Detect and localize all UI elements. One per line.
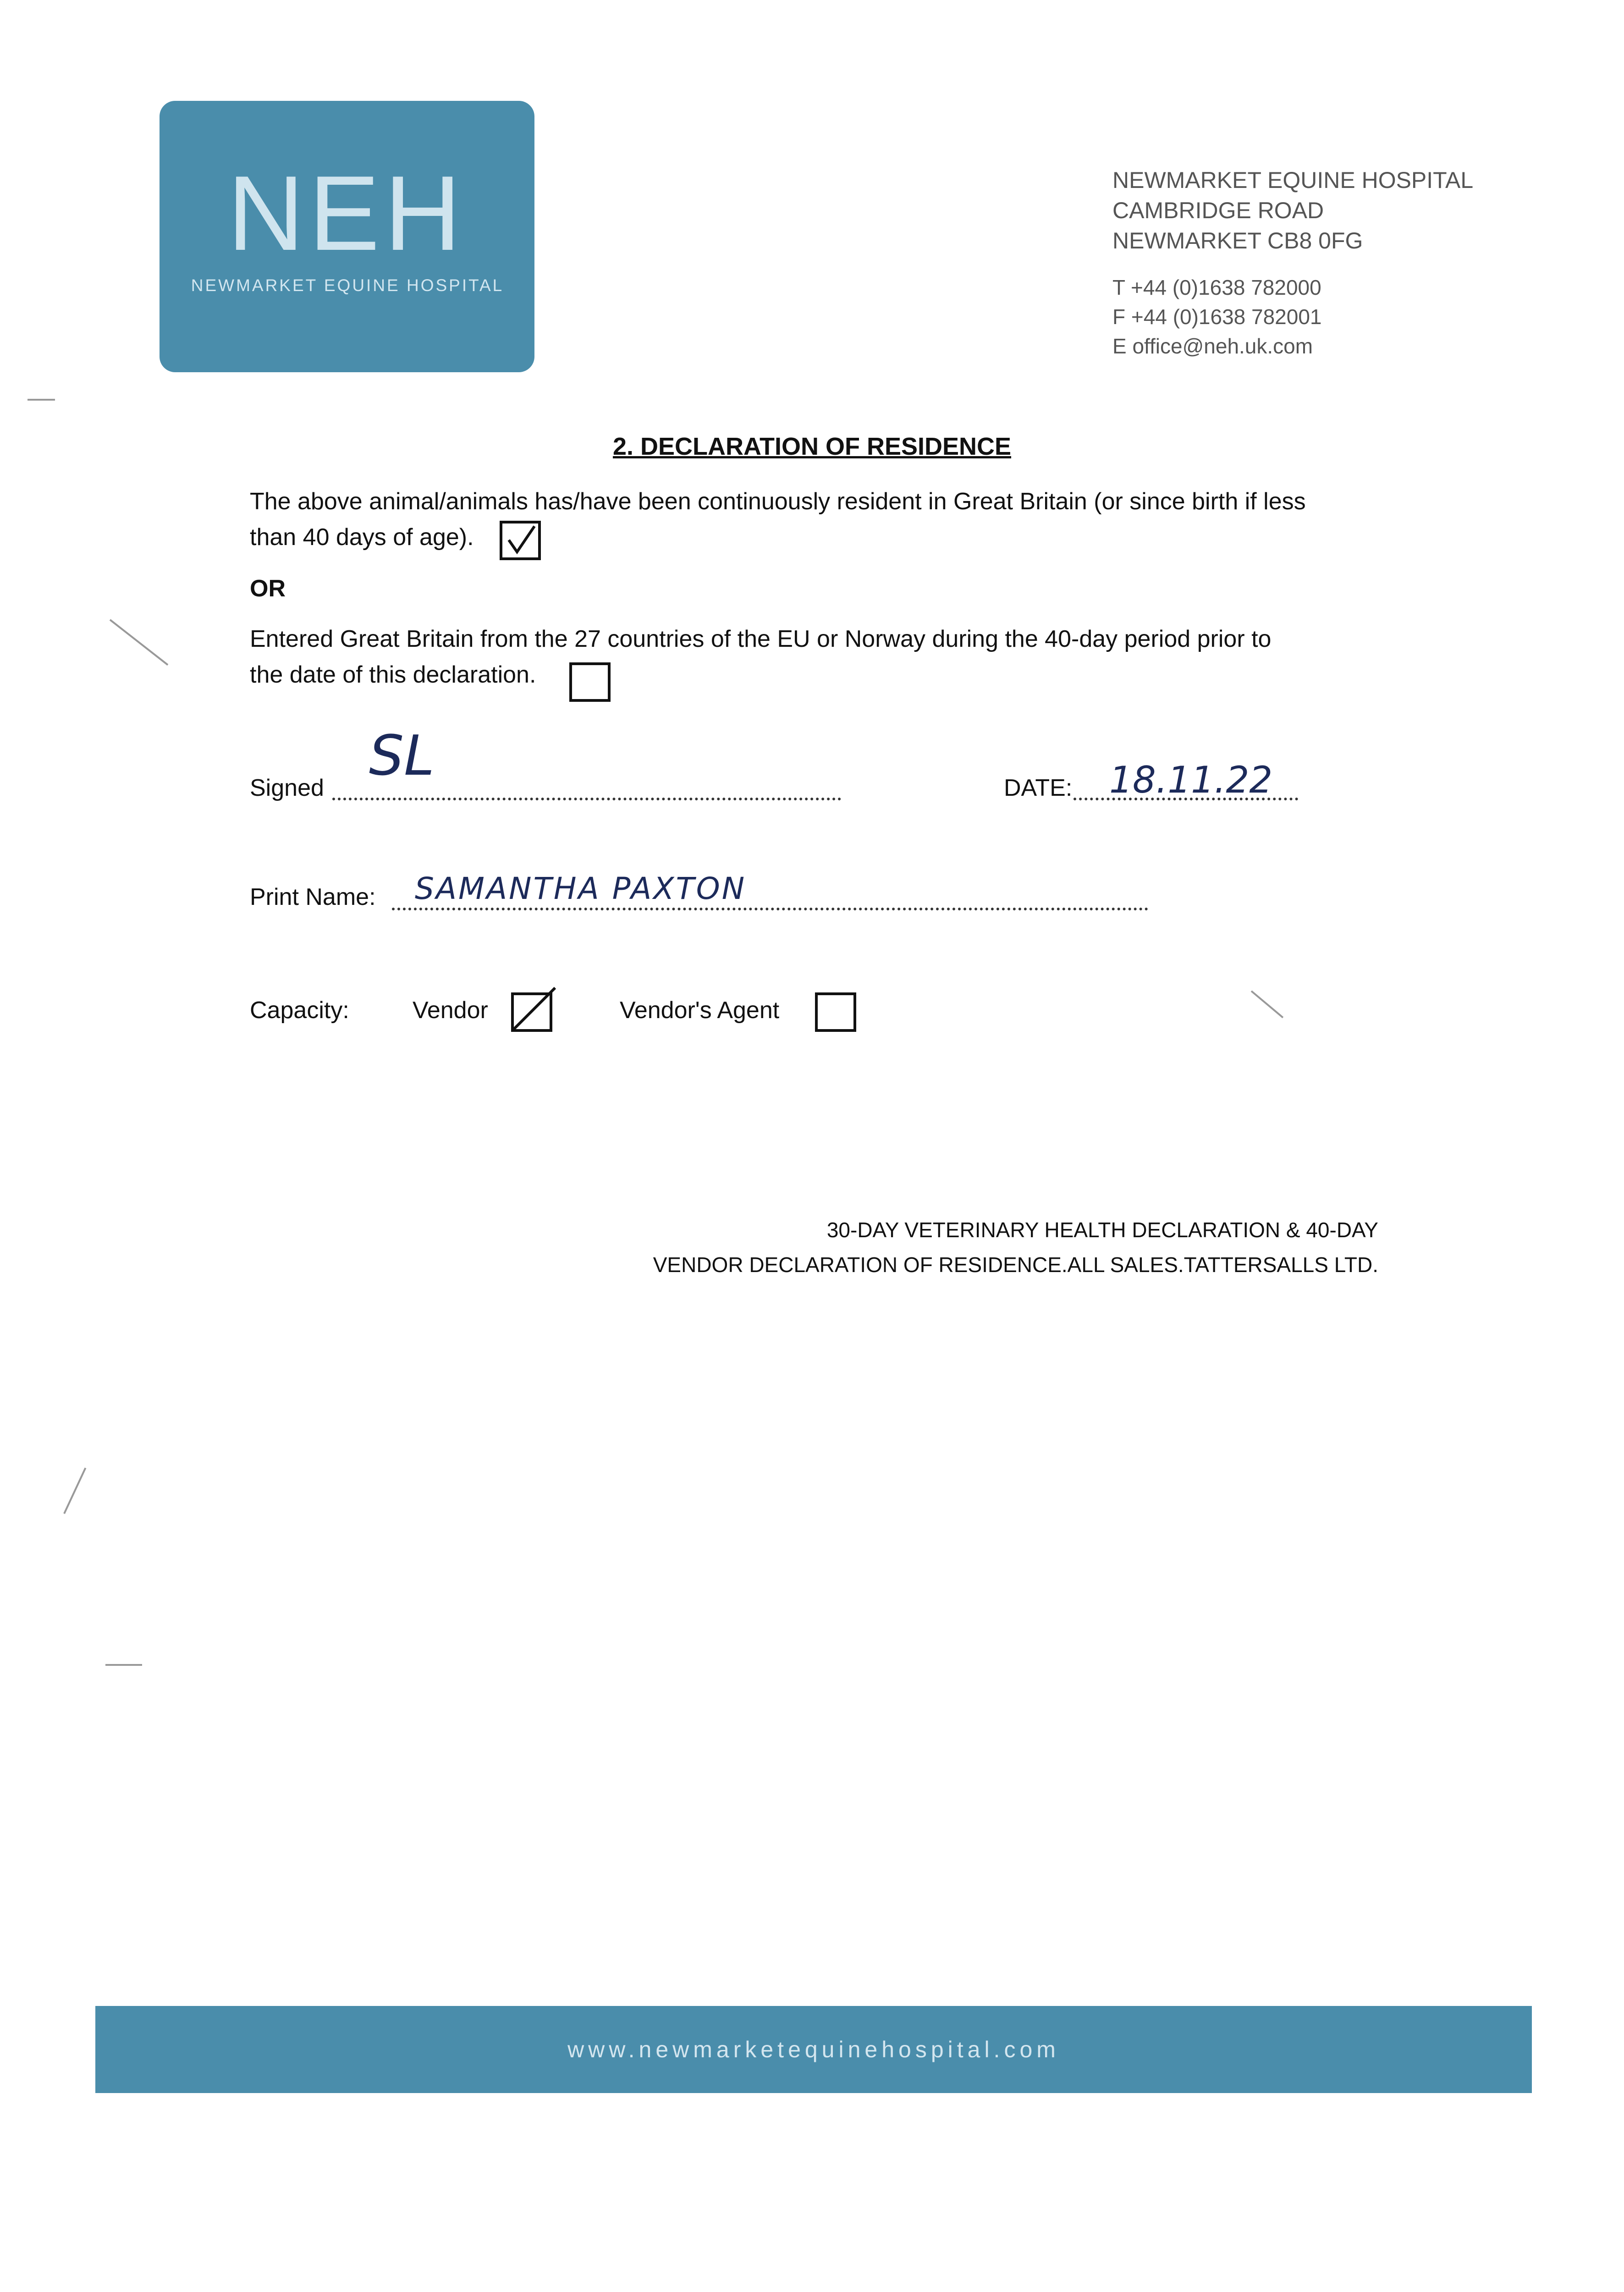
vendor-tick-icon: [510, 986, 556, 1032]
hospital-address: [1112, 165, 1473, 256]
address-line-1: NEWMARKET EQUINE HOSPITAL: [1112, 167, 1474, 193]
signed-label: Signed: [250, 775, 324, 801]
website-url[interactable]: www.newmarketequinehospital.com: [567, 2037, 1060, 2062]
option1-text: [250, 484, 1306, 555]
fax-number: F +44 (0)1638 782001: [1112, 305, 1322, 329]
option2-line-2: the date of this declaration.: [250, 661, 536, 688]
footer-bar: [95, 2006, 1532, 2093]
vendor-checkbox[interactable]: [511, 992, 552, 1032]
declaration-title: 2. DECLARATION OF RESIDENCE: [612, 433, 1012, 460]
scan-mark: [63, 1467, 86, 1514]
option1-line-1: The above animal/animals has/have been continuously resident in Great Britain (or since birth if less: [250, 488, 1306, 515]
document-reference-line-2: VENDOR DECLARATION OF RESIDENCE.ALL SALES.TATTERSALLS LTD.: [653, 1253, 1378, 1277]
scan-mark: [28, 399, 55, 401]
date-label: DATE:: [1004, 775, 1073, 801]
signature-scribble: SL: [369, 724, 435, 788]
option2-line-1: Entered Great Britain from the 27 countries of the EU or Norway during the 40-day period prior to: [250, 626, 1272, 652]
scan-mark: [1251, 990, 1284, 1018]
vendors-agent-checkbox[interactable]: [815, 992, 856, 1032]
entered-gb-checkbox[interactable]: [569, 662, 611, 702]
scan-mark: [110, 619, 169, 666]
signature-line: [332, 798, 841, 800]
email-address: E office@neh.uk.com: [1112, 334, 1313, 358]
logo-mark: NEH: [227, 154, 466, 273]
checkmark-icon: [502, 523, 538, 557]
scan-mark: [105, 1664, 142, 1666]
hospital-contact: [1112, 273, 1322, 361]
date-value[interactable]: 18.11.22: [1109, 759, 1273, 801]
document-reference-line-1: 30-DAY VETERINARY HEALTH DECLARATION & 40-DAY: [826, 1218, 1378, 1242]
capacity-label: Capacity:: [250, 997, 349, 1024]
print-name-label: Print Name:: [250, 884, 376, 910]
address-line-2: CAMBRIDGE ROAD: [1112, 198, 1324, 223]
logo-subtitle: NEWMARKET EQUINE HOSPITAL: [191, 276, 504, 295]
resident-checkbox[interactable]: [500, 521, 541, 560]
or-label: OR: [250, 575, 286, 602]
option2-text: [250, 621, 1271, 693]
vendors-agent-label: Vendor's Agent: [620, 997, 780, 1024]
document-reference: [653, 1212, 1378, 1282]
vendor-label: Vendor: [413, 997, 488, 1024]
option1-line-2: than 40 days of age).: [250, 524, 474, 551]
address-line-3: NEWMARKET CB8 0FG: [1112, 228, 1363, 253]
phone-number: T +44 (0)1638 782000: [1112, 275, 1321, 299]
neh-logo: [160, 101, 534, 372]
print-name-line: [392, 908, 1148, 910]
print-name-value[interactable]: SAMANTHA PAXTON: [415, 871, 747, 906]
